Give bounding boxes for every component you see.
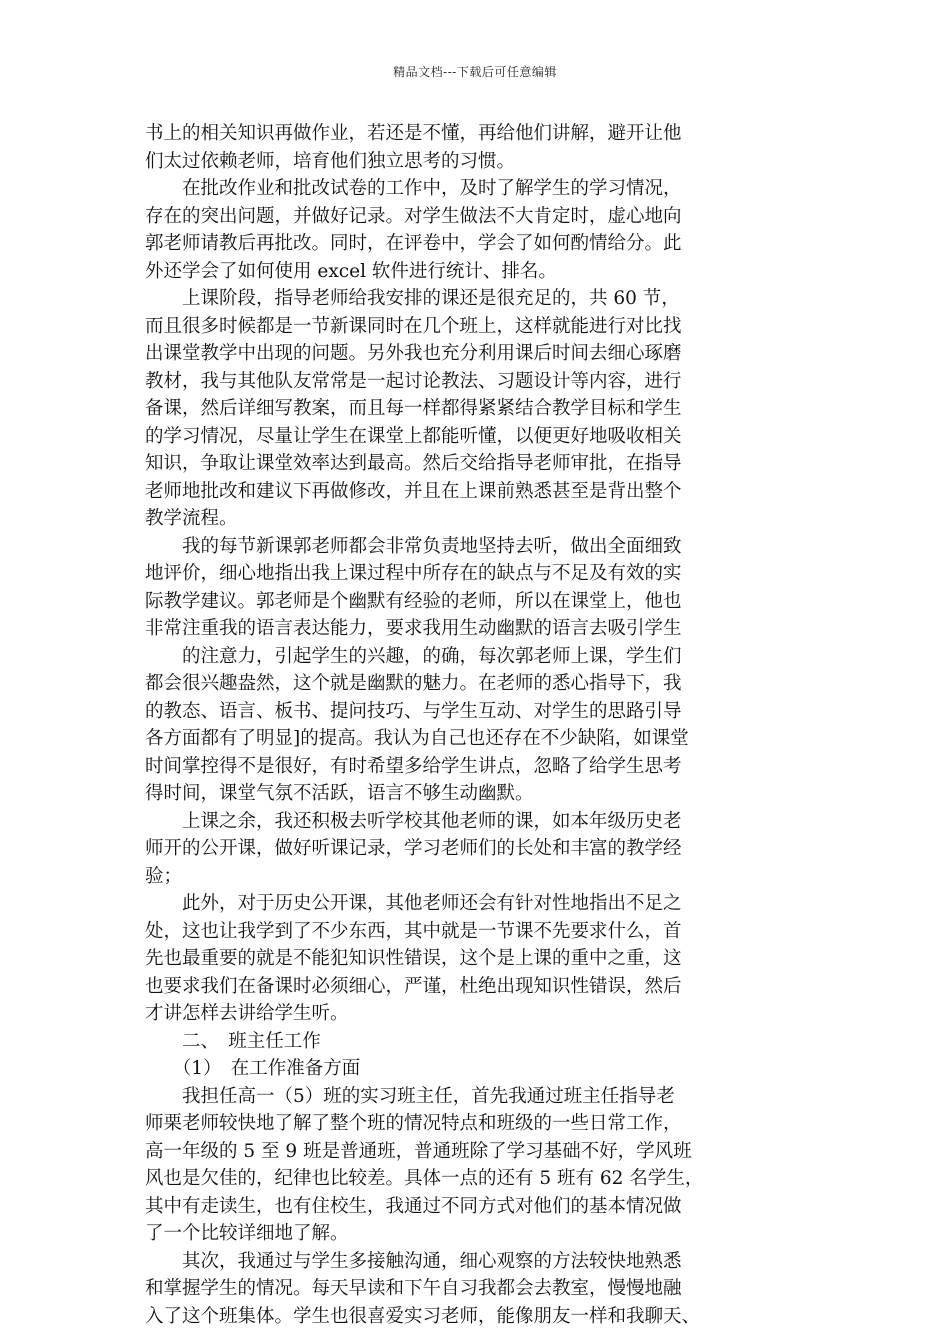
subsection-heading: （1） 在工作准备方面 <box>145 1058 361 1079</box>
text-line: 其中有走读生，也有住校生，我通过不同方式对他们的基本情况做 <box>145 1195 682 1217</box>
text-line: 高一年级的 5 至 9 班是普通班，普通班除了学习基础不好，学风班 <box>145 1140 692 1162</box>
text-line: 师栗老师较快地了解了整个班的情况特点和班级的一些日常工作， <box>145 1113 682 1134</box>
text-line: 各方面都有了明显]的提高。我认为自己也还存在不少缺陷，如课堂 <box>145 728 689 749</box>
text-line: 师开的公开课，做好听课记录，学习老师们的长处和丰富的教学经 <box>145 838 682 859</box>
text-line: 外还学会了如何使用 excel 软件进行统计、排名。 <box>145 260 557 282</box>
text-line: 才讲怎样去讲给学生听。 <box>145 1003 349 1024</box>
text-line: 老师地批改和建议下再做修改，并且在上课前熟悉甚至是背出整个 <box>145 480 682 502</box>
text-line: 风也是欠佳的，纪律也比较差。具体一点的还有 5 班有 62 名学生， <box>145 1168 704 1189</box>
page-header: 精品文档---下载后可任意编辑 <box>393 65 557 79</box>
text-line: 都会很兴趣盎然，这个就是幽默的魅力。在老师的悉心指导下，我 <box>145 673 682 694</box>
text-line: 了一个比较详细地了解。 <box>145 1223 349 1244</box>
text-line: 非常注重我的语言表达能力，要求我用生动幽默的语言去吸引学生 <box>145 618 682 639</box>
text-line: 得时间，课堂气氛不活跃，语言不够生动幽默。 <box>145 783 534 804</box>
text-line: 我担任高一（5）班的实习班主任，首先我通过班主任指导老 <box>145 1085 675 1107</box>
text-line: 的教态、语言、板书、提问技巧、与学生互动、对学生的思路引导 <box>145 700 682 722</box>
text-line: 而且很多时候都是一节新课同时在几个班上，这样就能进行对比找 <box>145 315 682 337</box>
text-line: 出课堂教学中出现的问题。另外我也充分利用课后时间去细心琢磨 <box>145 343 682 364</box>
text-line: 此外，对于历史公开课，其他老师还会有针对性地指出不足之 <box>145 893 682 914</box>
text-line: 的注意力，引起学生的兴趣，的确，每次郭老师上课，学生们 <box>145 645 682 667</box>
text-line: 和掌握学生的情况。每天早读和下午自习我都会去教室，慢慢地融 <box>145 1278 682 1299</box>
text-line: 上课之余，我还积极去听学校其他老师的课，如本年级历史老 <box>145 810 682 832</box>
text-line: 备课，然后详细写教案，而且每一样都得紧紧结合教学目标和学生 <box>145 398 682 419</box>
text-line: 郭老师请教后再批改。同时，在评卷中，学会了如何酌情给分。此 <box>145 233 682 254</box>
text-line: 先也最重要的就是不能犯知识性错误，这个是上课的重中之重，这 <box>145 948 682 969</box>
text-line: 教学流程。 <box>145 508 238 529</box>
text-line: 在批改作业和批改试卷的工作中，及时了解学生的学习情况， <box>145 178 682 199</box>
text-line: 也要求我们在备课时必须细心，严谨，杜绝出现知识性错误，然后 <box>145 975 682 997</box>
text-line: 地评价，细心地指出我上课过程中所存在的缺点与不足及有效的实 <box>145 563 682 584</box>
document-body <box>145 120 813 1330</box>
text-line: 验； <box>145 865 183 887</box>
text-line: 知识，争取让课堂效率达到最高。然后交给指导老师审批，在指导 <box>145 453 682 474</box>
text-line: 入了这个班集体。学生也很喜爱实习老师，能像朋友一样和我聊天、 <box>145 1305 701 1327</box>
text-line: 书上的相关知识再做作业，若还是不懂，再给他们讲解，避开让他 <box>145 123 682 144</box>
text-line: 们太过依赖老师，培育他们独立思考的习惯。 <box>145 150 516 172</box>
text-line: 时间掌控得不是很好，有时希望多给学生讲点，忽略了给学生思考 <box>145 755 682 777</box>
text-line: 上课阶段，指导老师给我安排的课还是很充足的，共 60 节， <box>145 288 680 309</box>
text-line: 际教学建议。郭老师是个幽默有经验的老师，所以在课堂上，他也 <box>145 590 682 612</box>
text-line: 的学习情况，尽量让学生在课堂上都能听懂，以便更好地吸收相关 <box>145 425 682 447</box>
text-line: 处，这也让我学到了不少东西，其中就是一节课不先要求什么，首 <box>145 920 682 942</box>
text-line: 其次，我通过与学生多接触沟通，细心观察的方法较快地熟悉 <box>145 1250 682 1272</box>
text-line: 教材，我与其他队友常常是一起讨论教法、习题设计等内容，进行 <box>145 370 682 392</box>
text-line: 我的每节新课郭老师都会非常负责地坚持去听，做出全面细致 <box>145 535 682 557</box>
section-heading: 二、 班主任工作 <box>145 1030 321 1052</box>
text-line: 存在的突出问题，并做好记录。对学生做法不大肯定时，虚心地向 <box>145 205 682 227</box>
